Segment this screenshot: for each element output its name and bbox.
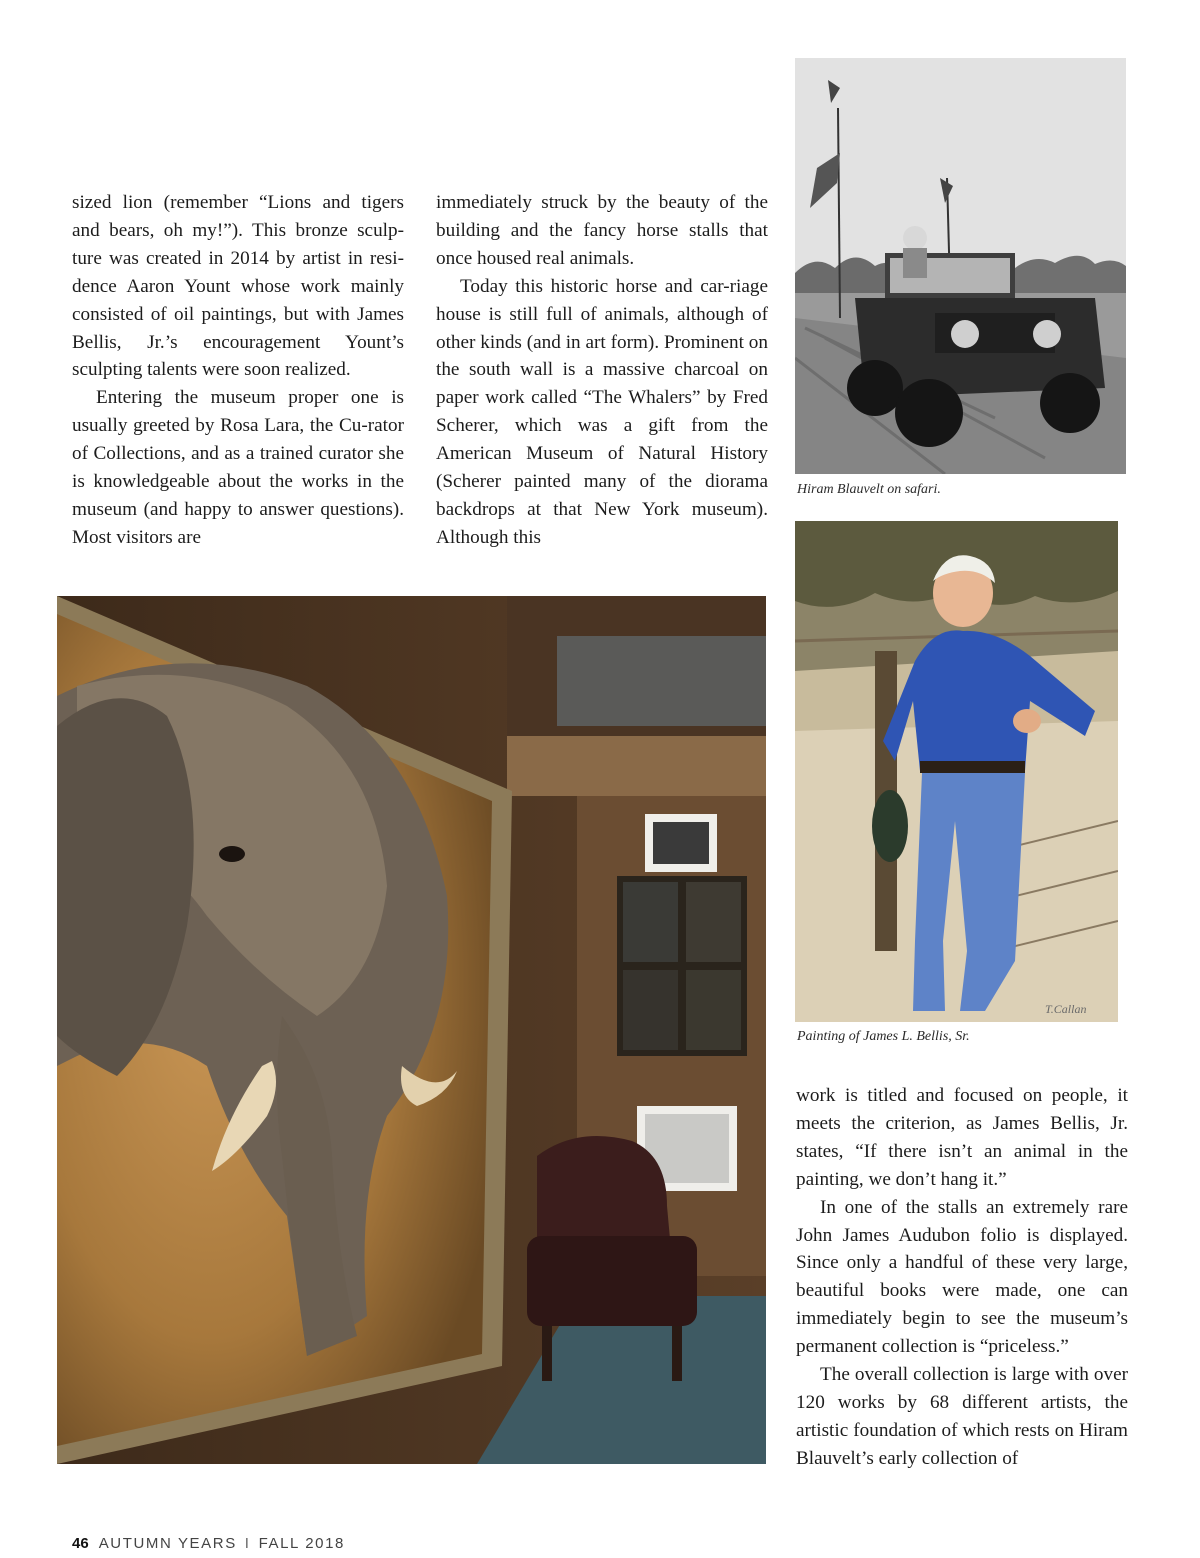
paragraph: sized lion (remember “Lions and tigers and bears, oh my!”). This bronze sculp-ture was created in 2014 by artist in resi-dence Aaron Yount whose work mainly consisted of oil paintings, but with James Bellis, Jr.’s encouragement Yount’s sculpting talents were soon realized. [72,192,404,381]
jeep-photo-caption: Hiram Blauvelt on safari. [797,482,941,497]
portrait-painting-photo [795,521,1118,1022]
paragraph: Today this historic horse and car-riage house is still full of animals, although of other kinds (and in art form). Prominent on the south wall is a massive charcoal on paper work called “The Whalers” by Fred Scherer, which was a gift from the American Museum of Natural History (Scherer painted many of the diorama backdrops at that New York museum). Although this [436,275,768,548]
elephant-painting-room-photo [57,596,766,1464]
text-column-3 [796,1082,1128,1473]
text-column-1 [72,189,404,552]
paragraph: Entering the museum proper one is usually greeted by Rosa Lara, the Cu-rator of Collections, and as a trained curator she is knowledgeable about the works in the museum (and happy to answer questions). Most visitors are [72,387,404,548]
paragraph: In one of the stalls an extremely rare John James Audubon folio is displayed. Since only a handful of these very large, beautiful books were made, one can immediately begin to see the museum’s permanent collection is “priceless.” [796,1196,1128,1358]
jeep-safari-photo [795,58,1126,474]
paragraph: The overall collection is large with over 120 works by 68 different artists, the artistic foundation of which rests on Hiram Blauvelt’s early collection of [796,1364,1128,1469]
text-column-2 [436,189,768,552]
publication-name: AUTUMN YEARS [98,1535,237,1552]
paragraph: work is titled and focused on people, it meets the criterion, as James Bellis, Jr. states, “If there isn’t an animal in the painting, we don’t hang it.” [796,1085,1128,1190]
footer-separator: I [244,1535,251,1552]
page-number: 46 [72,1535,89,1552]
painter-signature: T.Callan [1045,1002,1087,1016]
painting-photo-caption: Painting of James L. Bellis, Sr. [797,1029,970,1044]
paragraph: immediately struck by the beauty of the building and the fancy horse stalls that once housed real animals. [436,192,768,269]
page-footer [72,1535,345,1552]
issue-date: FALL 2018 [258,1535,345,1552]
